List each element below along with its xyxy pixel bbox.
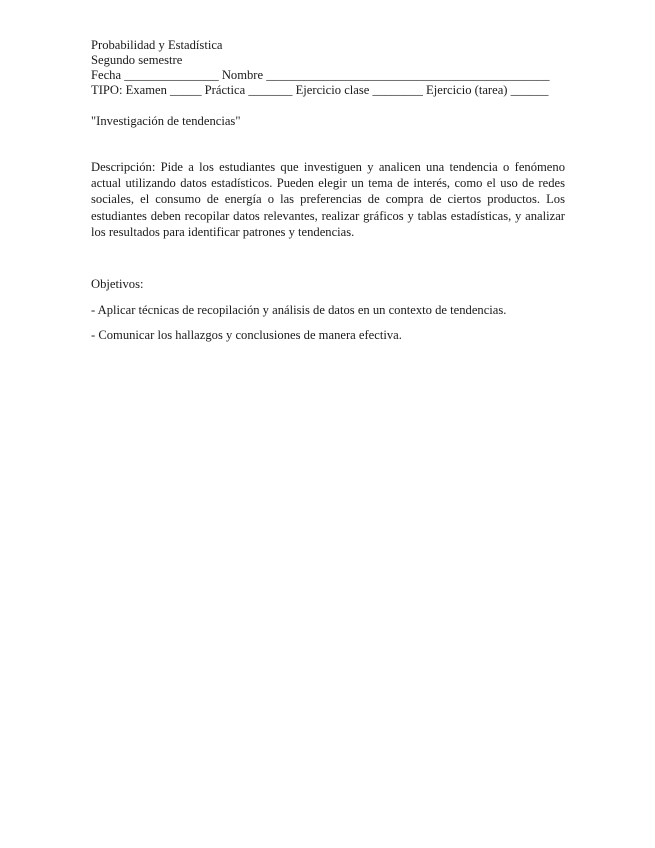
assignment-description: Descripción: Pide a los estudiantes que investiguen y analicen una tendencia o fenómeno actual utilizando datos estadísticos. Pueden elegir un tema de interés, como el uso de redes sociales, el consumo de energía o las preferencias de compra de ciertos productos. Los estudiantes deben recopilar datos relevantes, realizar gráficos y tablas estadísticas, y analizar los resultados para identificar patrones y tendencias. [91, 160, 565, 239]
semester-label: Segundo semestre [91, 53, 183, 67]
course-name: Probabilidad y Estadística [91, 38, 223, 52]
objective-item: - Comunicar los hallazgos y conclusiones de manera efectiva. [91, 328, 402, 343]
assignment-title: "Investigación de tendencias" [91, 114, 241, 128]
fecha-nombre-line: Fecha _______________ Nombre _____________________________________________ [91, 68, 550, 82]
document-header [91, 38, 565, 98]
objectives-heading: Objetivos: [91, 277, 144, 292]
document-page [91, 38, 565, 343]
objective-item: - Aplicar técnicas de recopilación y análisis de datos en un contexto de tendencias. [91, 303, 507, 318]
tipo-line: TIPO: Examen _____ Práctica _______ Ejercicio clase ________ Ejercicio (tarea) ______ [91, 83, 549, 97]
